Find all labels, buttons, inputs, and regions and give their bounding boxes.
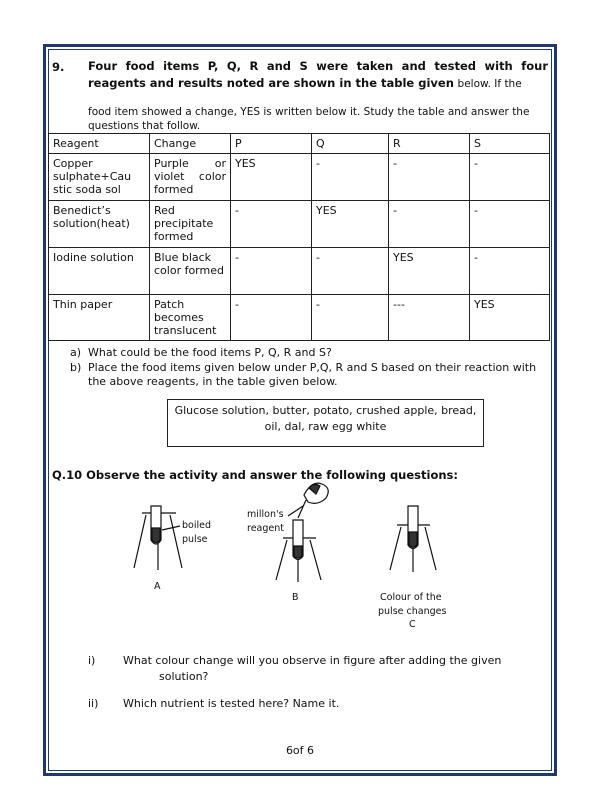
table-cell: - bbox=[389, 201, 470, 248]
table-cell: Thin paper bbox=[49, 295, 150, 341]
food-items-box: Glucose solution, butter, potato, crushed apple, bread, oil, dal, raw egg white bbox=[167, 399, 484, 447]
question-9b-label: b) bbox=[70, 361, 82, 374]
table-cell bbox=[150, 154, 231, 201]
table-cell: - bbox=[470, 201, 550, 248]
table-cell-text: Purple or violet color formed bbox=[154, 157, 226, 196]
label-a: A bbox=[154, 581, 161, 592]
table-header-cell: R bbox=[389, 134, 470, 154]
question-9a-label: a) bbox=[70, 346, 82, 359]
label-millons: millon's bbox=[247, 509, 284, 520]
page-number: 6of 6 bbox=[285, 744, 315, 757]
question-9b-text: Place the food items given below under P,Q, R and S based on their reaction with the above reagents, in the table given below. bbox=[88, 361, 537, 388]
question-10-heading: Q.10 Observe the activity and answer the following questions: bbox=[52, 468, 458, 482]
table-header-cell: Q bbox=[312, 134, 389, 154]
table-cell: - bbox=[231, 295, 312, 341]
table-cell: - bbox=[312, 154, 389, 201]
table-header-cell: Reagent bbox=[49, 134, 150, 154]
table-cell: - bbox=[389, 154, 470, 201]
table-header-cell: P bbox=[231, 134, 312, 154]
table-row bbox=[49, 248, 550, 295]
question-10i-label: i) bbox=[88, 654, 96, 667]
question-9-sub-text: food item showed a change, YES is written below it. Study the table and answer the questions that follow. bbox=[88, 106, 530, 132]
table-cell: YES bbox=[312, 201, 389, 248]
label-colour-line1: Colour of the bbox=[380, 592, 442, 603]
question-10i-text-line1: What colour change will you observe in figure after adding the given bbox=[123, 654, 502, 667]
table-cell: Copper sulphate+Cau stic soda sol bbox=[49, 154, 150, 201]
reagent-table bbox=[48, 133, 550, 341]
table-row bbox=[49, 295, 550, 341]
table-cell: Iodine solution bbox=[49, 248, 150, 295]
table-cell: - bbox=[231, 201, 312, 248]
table-row bbox=[49, 154, 550, 201]
question-9-intro-bold: Four food items P, Q, R and S were taken and tested with four reagents and results noted are shown in the table given bbox=[88, 59, 548, 90]
question-10ii-label: ii) bbox=[88, 697, 99, 710]
table-cell: Patch becomes translucent bbox=[150, 295, 231, 341]
table-cell: Benedict’s solution(heat) bbox=[49, 201, 150, 248]
question-9-number: 9. bbox=[52, 60, 65, 74]
question-9-intro bbox=[88, 58, 548, 93]
table-cell: Blue black color formed bbox=[150, 248, 231, 295]
label-pulse: pulse bbox=[182, 534, 208, 545]
table-cell: Red precipitate formed bbox=[150, 201, 231, 248]
label-boiled: boiled bbox=[182, 520, 211, 531]
table-cell: - bbox=[231, 248, 312, 295]
table-header-cell: Change bbox=[150, 134, 231, 154]
label-c: C bbox=[409, 619, 416, 630]
table-cell: YES bbox=[231, 154, 312, 201]
table-cell: YES bbox=[389, 248, 470, 295]
label-b: B bbox=[292, 592, 299, 603]
table-cell: YES bbox=[470, 295, 550, 341]
table-header-row bbox=[49, 134, 550, 154]
table-cell: - bbox=[312, 295, 389, 341]
table-row bbox=[49, 201, 550, 248]
question-9-intro-plain: below. If the bbox=[457, 78, 522, 90]
question-9a-text: What could be the food items P, Q, R and S? bbox=[88, 346, 332, 359]
table-cell: --- bbox=[389, 295, 470, 341]
question-9a bbox=[70, 346, 332, 360]
question-10i-text-line2: solution? bbox=[159, 670, 209, 683]
table-cell: - bbox=[312, 248, 389, 295]
question-10ii-text: Which nutrient is tested here? Name it. bbox=[123, 697, 340, 710]
table-cell: - bbox=[470, 248, 550, 295]
label-reagent: reagent bbox=[247, 523, 284, 534]
label-colour-line2: pulse changes bbox=[378, 606, 447, 617]
table-cell: - bbox=[470, 154, 550, 201]
table-header-cell: S bbox=[470, 134, 550, 154]
